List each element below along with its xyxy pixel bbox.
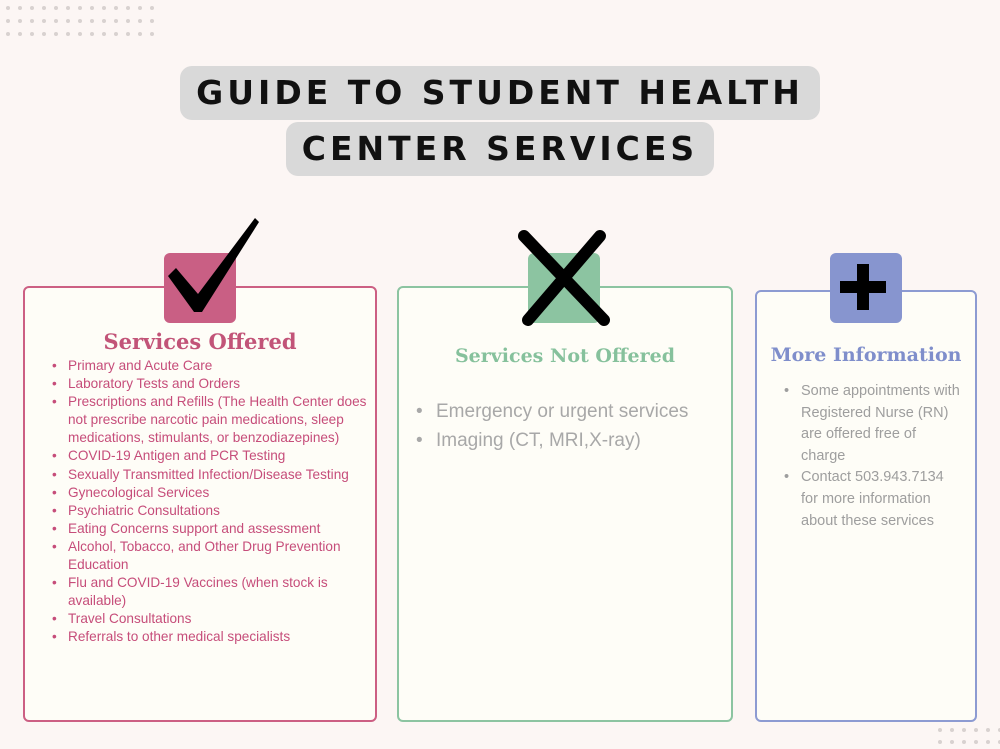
list-item: • Imaging (CT, MRI,X-ray) (436, 427, 736, 456)
decorative-dot (126, 19, 130, 23)
list-item: • Gynecological Services (68, 484, 368, 502)
decorative-dot (90, 19, 94, 23)
decorative-dot (78, 32, 82, 36)
list-item: • Sexually Transmitted Infection/Disease Testing (68, 466, 368, 484)
decorative-dot (54, 6, 58, 10)
services-offered-title: Services Offered (103, 329, 297, 354)
plus-icon (838, 262, 888, 312)
decorative-dot (30, 19, 34, 23)
list-item: • Eating Concerns support and assessment (68, 520, 368, 538)
list-item: • Psychiatric Consultations (68, 502, 368, 520)
decorative-dot (138, 32, 142, 36)
decorative-dot (138, 19, 142, 23)
decorative-dot (6, 6, 10, 10)
decorative-dot (102, 32, 106, 36)
decorative-dot (18, 19, 22, 23)
decorative-dot (938, 740, 942, 744)
services-not-offered-title: Services Not Offered (454, 345, 676, 367)
decorative-dot (30, 6, 34, 10)
decorative-dot (974, 740, 978, 744)
decorative-dot (54, 32, 58, 36)
decorative-dot (6, 32, 10, 36)
decorative-dot (126, 32, 130, 36)
decorative-dot (986, 740, 990, 744)
list-item: • Referrals to other medical specialists (68, 628, 368, 646)
decorative-dot (42, 6, 46, 10)
list-item: • Laboratory Tests and Orders (68, 375, 368, 393)
list-item: • Contact 503.943.7134 for more information about these services (801, 467, 961, 532)
decorative-dots-bottom-right (938, 728, 1000, 744)
decorative-dot (150, 6, 154, 10)
decorative-dot (986, 728, 990, 732)
decorative-dot (126, 6, 130, 10)
decorative-dot (950, 740, 954, 744)
decorative-dot (18, 6, 22, 10)
decorative-dot (114, 6, 118, 10)
decorative-dot (102, 6, 106, 10)
list-item: • COVID-19 Antigen and PCR Testing (68, 447, 368, 465)
page-title (0, 66, 1000, 176)
decorative-dot (962, 728, 966, 732)
decorative-dot (30, 32, 34, 36)
decorative-dot (114, 32, 118, 36)
x-icon (518, 230, 610, 326)
list-item: • Alcohol, Tobacco, and Other Drug Prevention Education (68, 538, 368, 574)
decorative-dot (90, 32, 94, 36)
decorative-dot (102, 19, 106, 23)
title-line-1: GUIDE TO STUDENT HEALTH (180, 66, 820, 120)
services-offered-list (68, 357, 368, 647)
decorative-dot (78, 19, 82, 23)
decorative-dot (974, 728, 978, 732)
title-line-2: CENTER SERVICES (286, 122, 714, 176)
services-not-offered-list (436, 398, 736, 455)
decorative-dot (66, 19, 70, 23)
more-information-list (801, 381, 961, 532)
decorative-dot (150, 32, 154, 36)
decorative-dot (78, 6, 82, 10)
decorative-dot (66, 32, 70, 36)
decorative-dot (42, 19, 46, 23)
decorative-dot (66, 6, 70, 10)
decorative-dot (114, 19, 118, 23)
list-item: • Prescriptions and Refills (The Health Center does not prescribe narcotic pain medications, sleep medications, stimulants, or benzodiazepines) (68, 393, 368, 447)
decorative-dot (54, 19, 58, 23)
decorative-dot (90, 6, 94, 10)
decorative-dots-top-left (6, 6, 154, 36)
list-item: • Some appointments with Registered Nurse (RN) are offered free of charge (801, 381, 961, 467)
decorative-dot (950, 728, 954, 732)
decorative-dot (938, 728, 942, 732)
decorative-dot (138, 6, 142, 10)
list-item: • Flu and COVID-19 Vaccines (when stock is available) (68, 574, 368, 610)
decorative-dot (6, 19, 10, 23)
more-information-title: More Information (770, 344, 962, 366)
checkmark-icon (162, 214, 262, 316)
list-item: • Primary and Acute Care (68, 357, 368, 375)
decorative-dot (962, 740, 966, 744)
list-item: • Travel Consultations (68, 610, 368, 628)
list-item: • Emergency or urgent services (436, 398, 736, 427)
decorative-dot (42, 32, 46, 36)
decorative-dot (150, 19, 154, 23)
decorative-dot (18, 32, 22, 36)
